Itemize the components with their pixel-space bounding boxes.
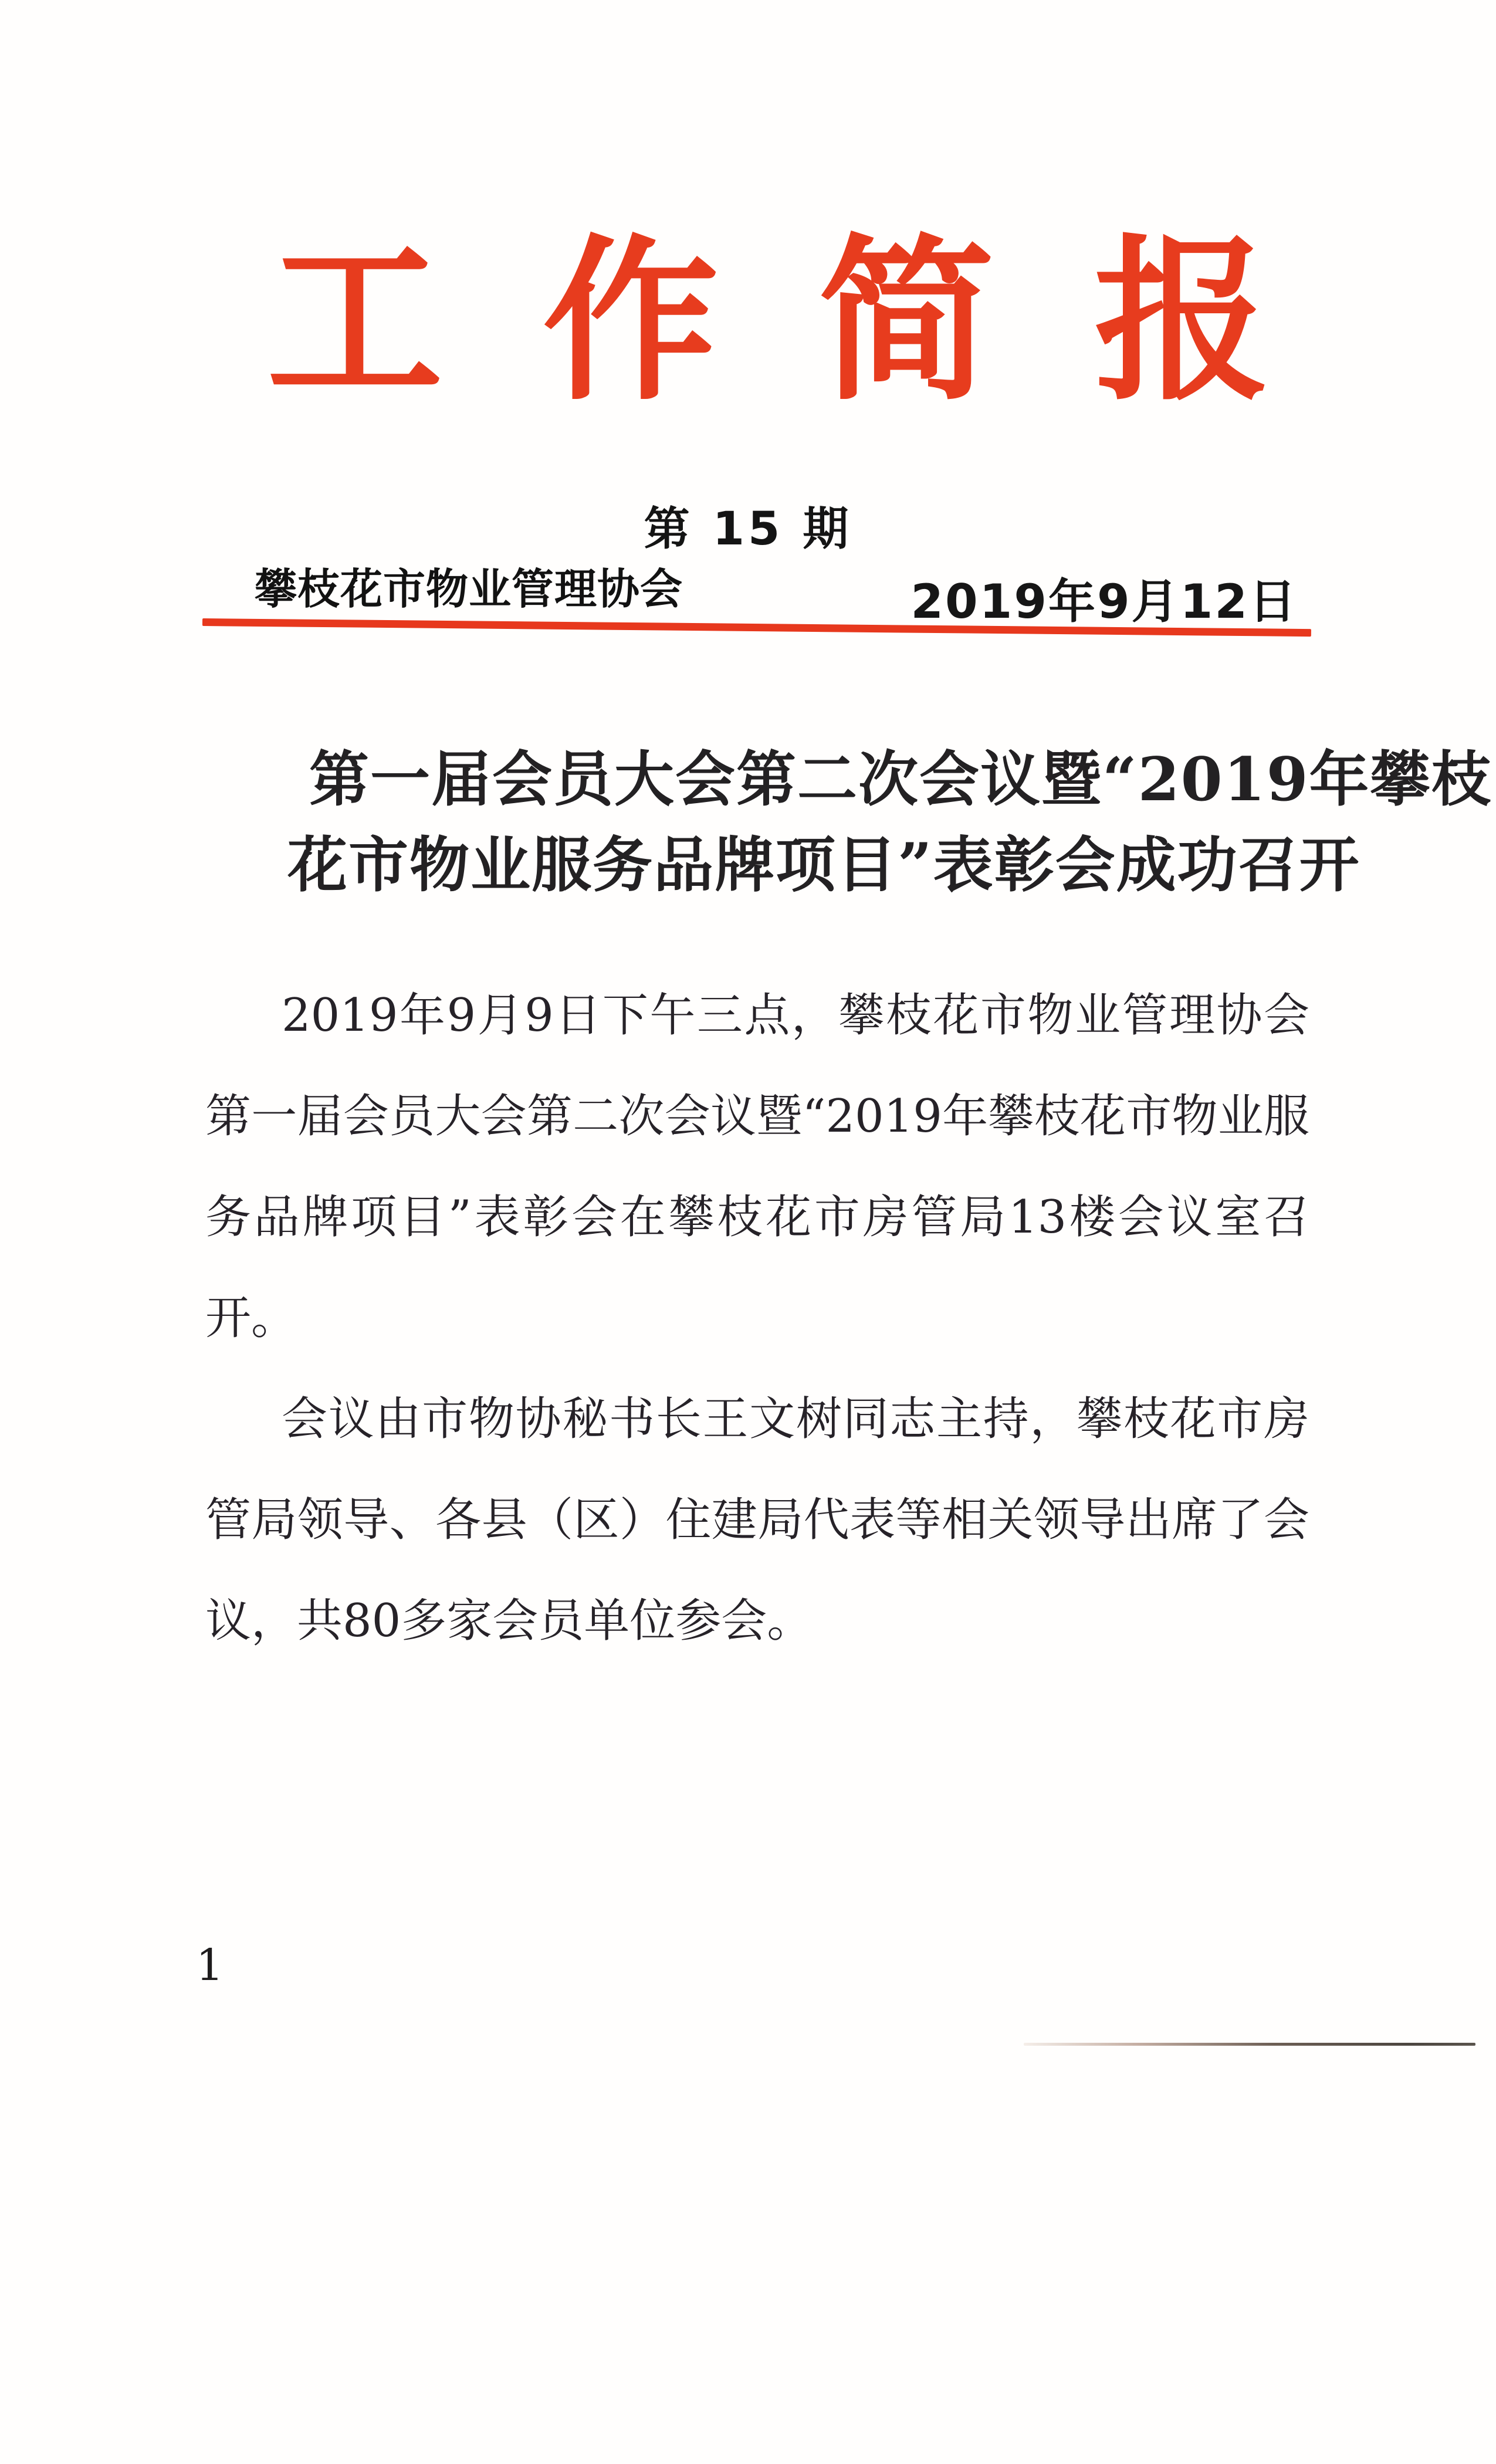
article-paragraph: 2019年9月9日下午三点，攀枝花市物业管理协会第一届会员大会第二次会议暨“2019年攀枝花市物业服务品牌项目”表彰会在攀枝花市房管局13楼会议室召开。 xyxy=(205,989,1309,1345)
issue-number: 第 15 期 xyxy=(644,503,852,556)
issue-date: 2019年9月12日 xyxy=(911,574,1298,629)
org-name: 攀枝花市物业管理协会 xyxy=(255,564,683,614)
article-heading-line-2: 花市物业服务品牌项目”表彰会成功召开 xyxy=(287,830,1360,901)
masthead-title: 工作简报 xyxy=(267,217,1370,424)
article-paragraph: 会议由市物协秘书长王文树同志主持，攀枝花市房管局领导、各县（区）住建局代表等相关领导出席了会议，共80多家会员单位参会。 xyxy=(205,1393,1309,1647)
header-row xyxy=(255,564,1298,628)
article-heading-line-1: 第一届会员大会第二次会议暨“2019年攀枝 xyxy=(309,744,1492,815)
page-number: 1 xyxy=(196,1940,224,1991)
scan-artifact-line xyxy=(1024,2043,1475,2046)
article-body xyxy=(205,965,1309,1671)
